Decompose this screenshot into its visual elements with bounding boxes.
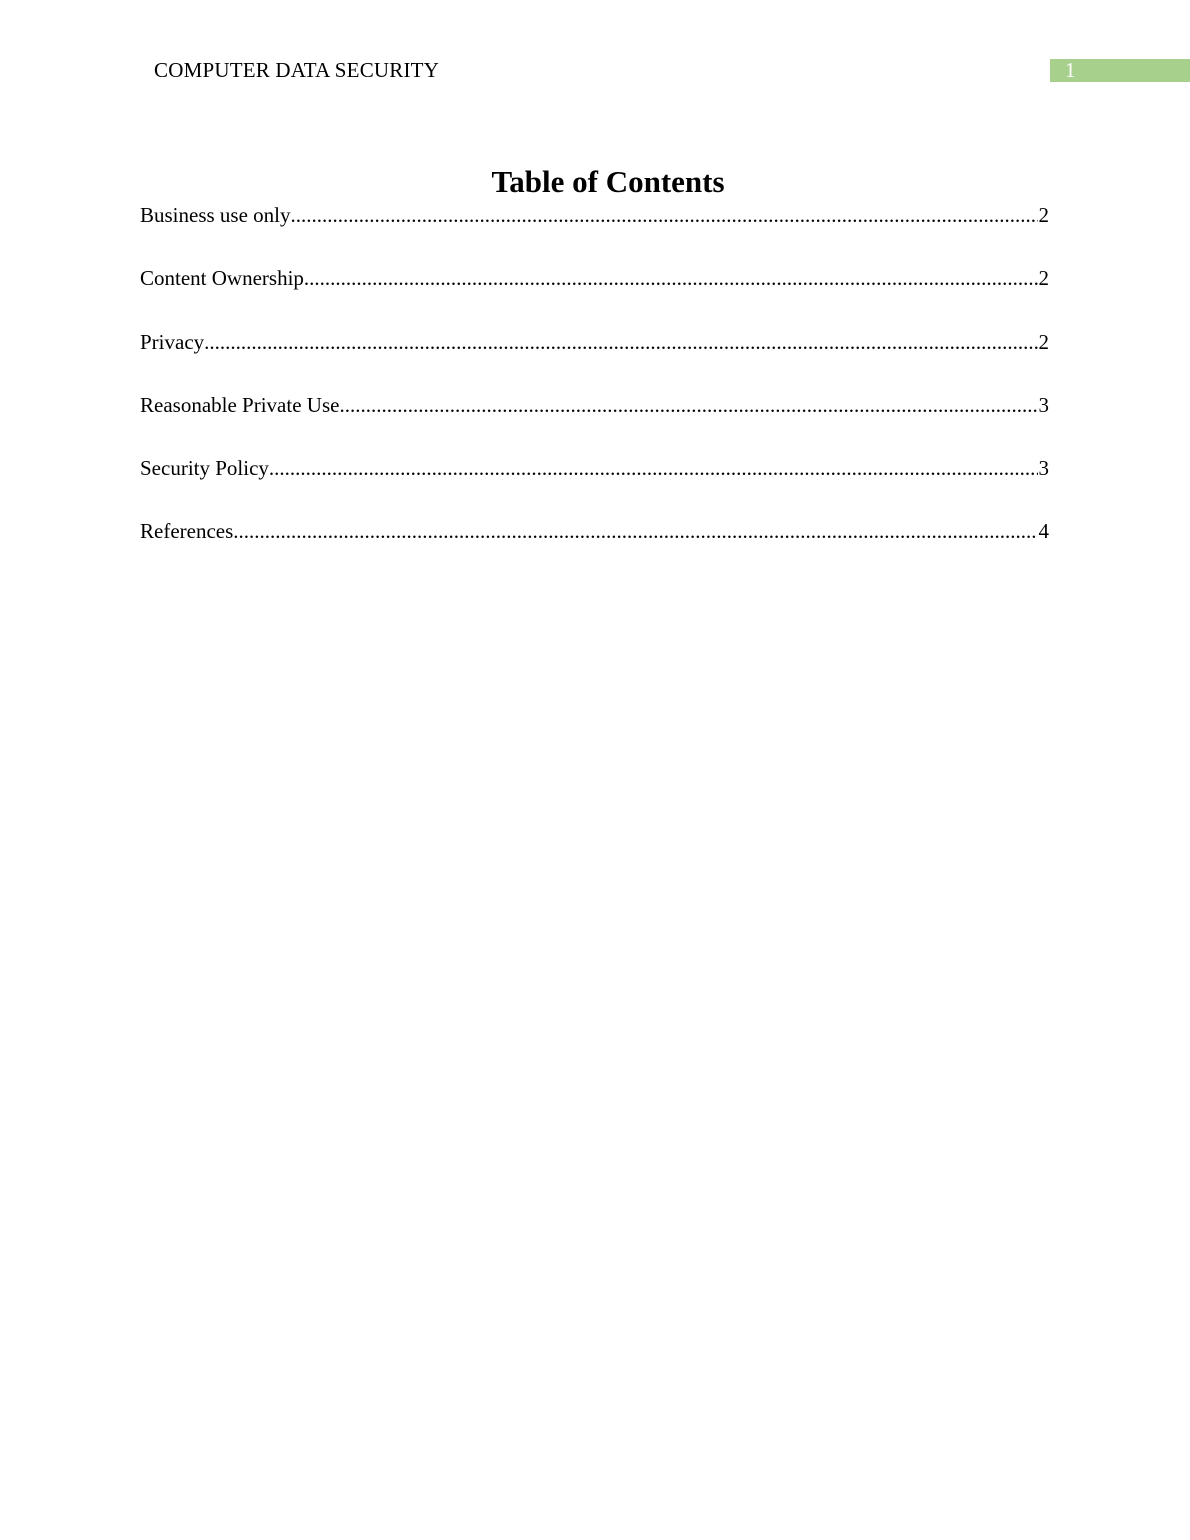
toc-entry-label: Business use only	[140, 203, 291, 227]
toc-entry-business-use-only[interactable]	[140, 200, 1049, 263]
toc-entry-label: Security Policy	[140, 456, 269, 481]
toc-dot-leader	[291, 200, 1038, 230]
toc-entry-label: Content Ownership	[140, 266, 304, 291]
toc-entry-label: Reasonable Private Use	[140, 392, 340, 417]
page-number-badge	[1050, 59, 1190, 82]
toc-entry-privacy[interactable]	[140, 327, 1049, 390]
page-header	[0, 57, 1190, 84]
toc-list	[140, 200, 1049, 580]
toc-entry-page: 3	[1038, 456, 1049, 481]
page-number: 1	[1065, 58, 1076, 82]
running-head-title: COMPUTER DATA SECURITY	[154, 58, 440, 82]
toc-dot-leader	[339, 390, 1037, 420]
toc-entry-content-ownership[interactable]	[140, 263, 1049, 326]
toc-entry-page: 4	[1038, 519, 1049, 544]
toc-entry-references[interactable]	[140, 516, 1049, 579]
toc-dot-leader	[304, 263, 1038, 293]
toc-entry-label: References	[140, 519, 234, 544]
toc-dot-leader	[233, 516, 1037, 546]
toc-dot-leader	[204, 327, 1037, 357]
toc-entry-label: Privacy	[140, 329, 205, 354]
toc-entry-page: 2	[1038, 266, 1049, 291]
toc-entry-page: 2	[1038, 329, 1049, 354]
toc-entry-security-policy[interactable]	[140, 453, 1049, 516]
toc-dot-leader	[269, 453, 1038, 483]
toc-entry-reasonable-private-use[interactable]	[140, 390, 1049, 453]
toc-heading: Table of Contents	[491, 164, 725, 199]
toc-entry-page: 2	[1038, 203, 1049, 227]
toc-entry-page: 3	[1038, 392, 1049, 417]
